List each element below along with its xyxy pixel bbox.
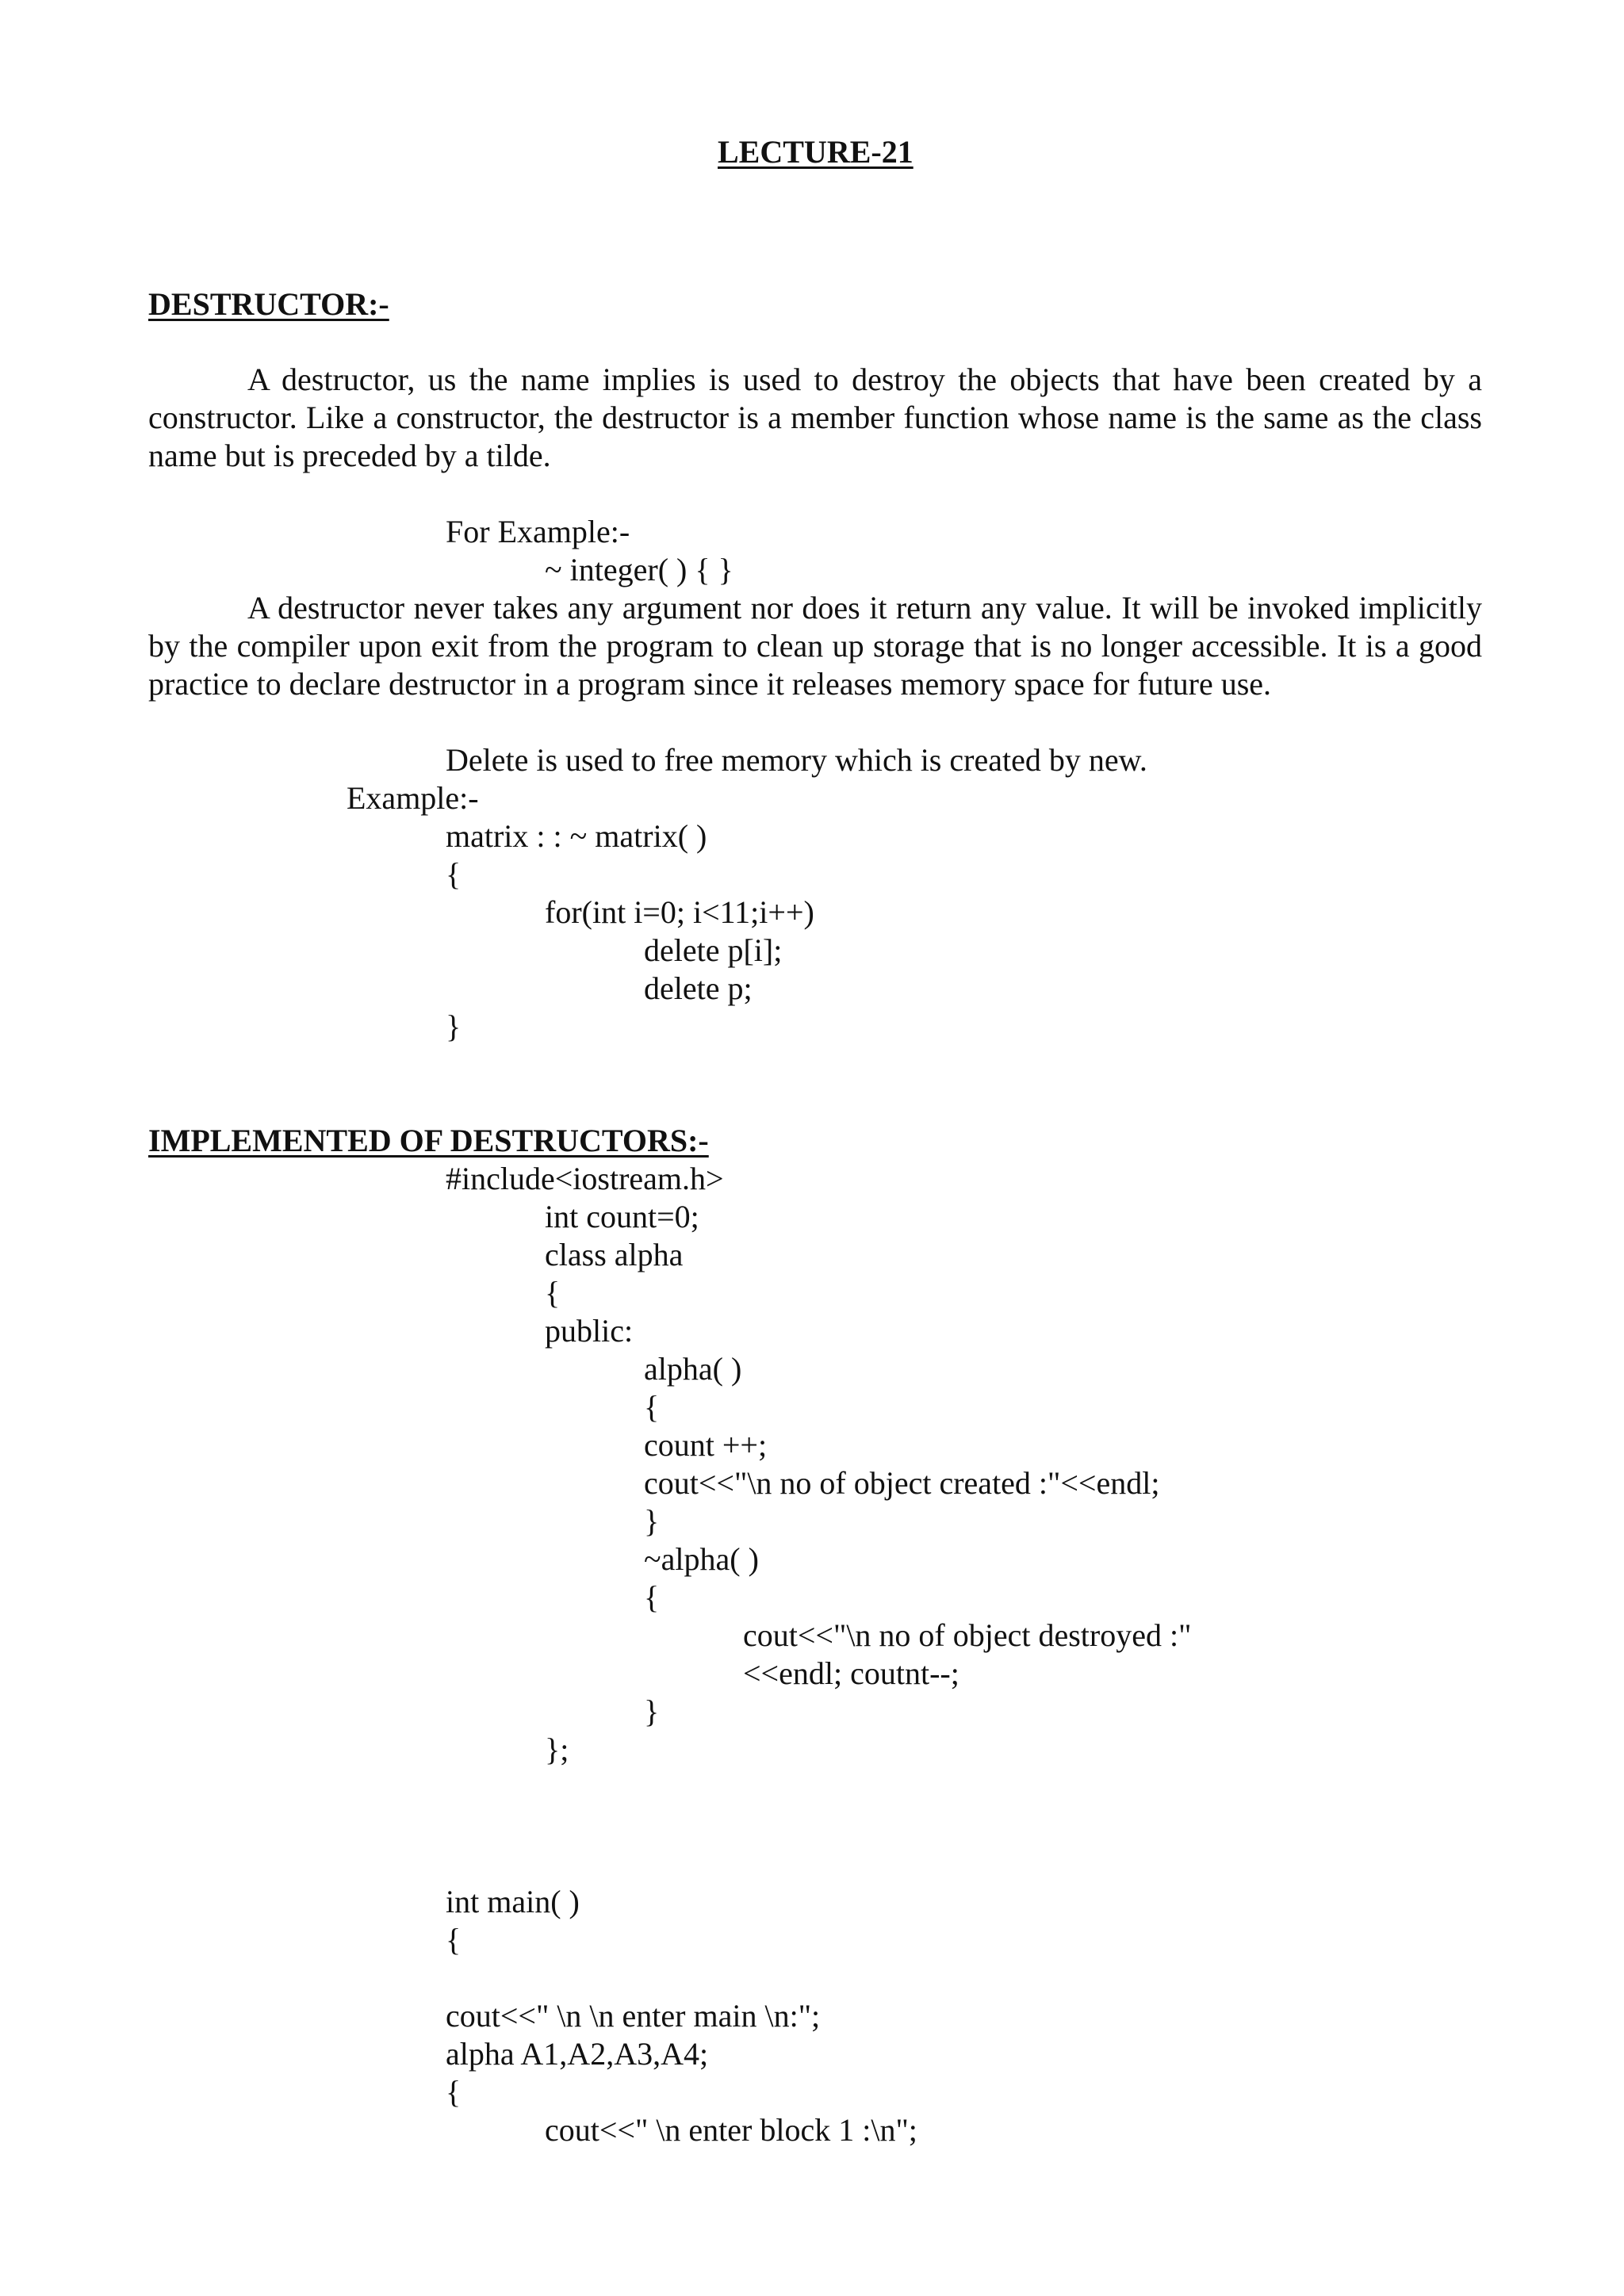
code-line: class alpha <box>545 1237 684 1272</box>
code-line: cout<<" \n \n enter main \n:"; <box>446 1998 821 2034</box>
for-example-label: For Example:- <box>446 514 630 549</box>
code-line: delete p; <box>644 970 753 1006</box>
code-line: delete p[i]; <box>644 932 783 968</box>
code-line: } <box>644 1693 660 1729</box>
delete-note: Delete is used to free memory which is created by new. <box>446 742 1147 778</box>
code-line: { <box>446 856 462 892</box>
code-line: alpha( ) <box>644 1351 742 1387</box>
code-line: { <box>644 1579 660 1615</box>
code-line: <<endl; coutnt--; <box>743 1655 959 1691</box>
code-line: cout<<"\n no of object created :"<<endl; <box>644 1465 1160 1501</box>
code-line: { <box>446 1922 462 1957</box>
code-line: { <box>545 1275 561 1311</box>
destructor-heading: DESTRUCTOR:- <box>148 286 389 322</box>
destructor-intro-paragraph: A destructor, us the name implies is used to destroy the objects that have been created by a constructor. Like a constructor, the destructor is a member function whose name is the same as the class name but is preceded by a tilde. <box>148 362 1482 473</box>
code-line: count ++; <box>644 1427 768 1463</box>
code-line: int main( ) <box>446 1884 580 1919</box>
example-label: Example:- <box>347 780 479 816</box>
code-line: public: <box>545 1313 634 1349</box>
code-line: int count=0; <box>545 1199 699 1234</box>
code-line: matrix : : ~ matrix( ) <box>446 818 707 854</box>
code-line: { <box>446 2074 462 2110</box>
page-title: LECTURE-21 <box>718 134 914 170</box>
implemented-destructors-heading: IMPLEMENTED OF DESTRUCTORS:- <box>148 1123 709 1158</box>
for-example-code: ~ integer( ) { } <box>545 552 733 587</box>
code-line: { <box>644 1389 660 1425</box>
code-line: cout<<" \n enter block 1 :\n"; <box>545 2112 917 2148</box>
code-line: alpha A1,A2,A3,A4; <box>446 2036 709 2072</box>
code-line: #include<iostream.h> <box>446 1161 724 1196</box>
destructor-detail-paragraph: A destructor never takes any argument nor does it return any value. It will be invoked implicitly by the compiler upon exit from the program to clean up storage that is no longer accessible. It is a good practice to declare destructor in a program since it releases memory space for future use. <box>148 590 1482 702</box>
code-line: } <box>446 1008 462 1044</box>
code-line: cout<<"\n no of object destroyed :" <box>743 1617 1192 1653</box>
code-line: } <box>644 1503 660 1539</box>
code-line: }; <box>545 1732 569 1767</box>
code-line: ~alpha( ) <box>644 1541 759 1577</box>
code-line: for(int i=0; i<11;i++) <box>545 894 814 930</box>
